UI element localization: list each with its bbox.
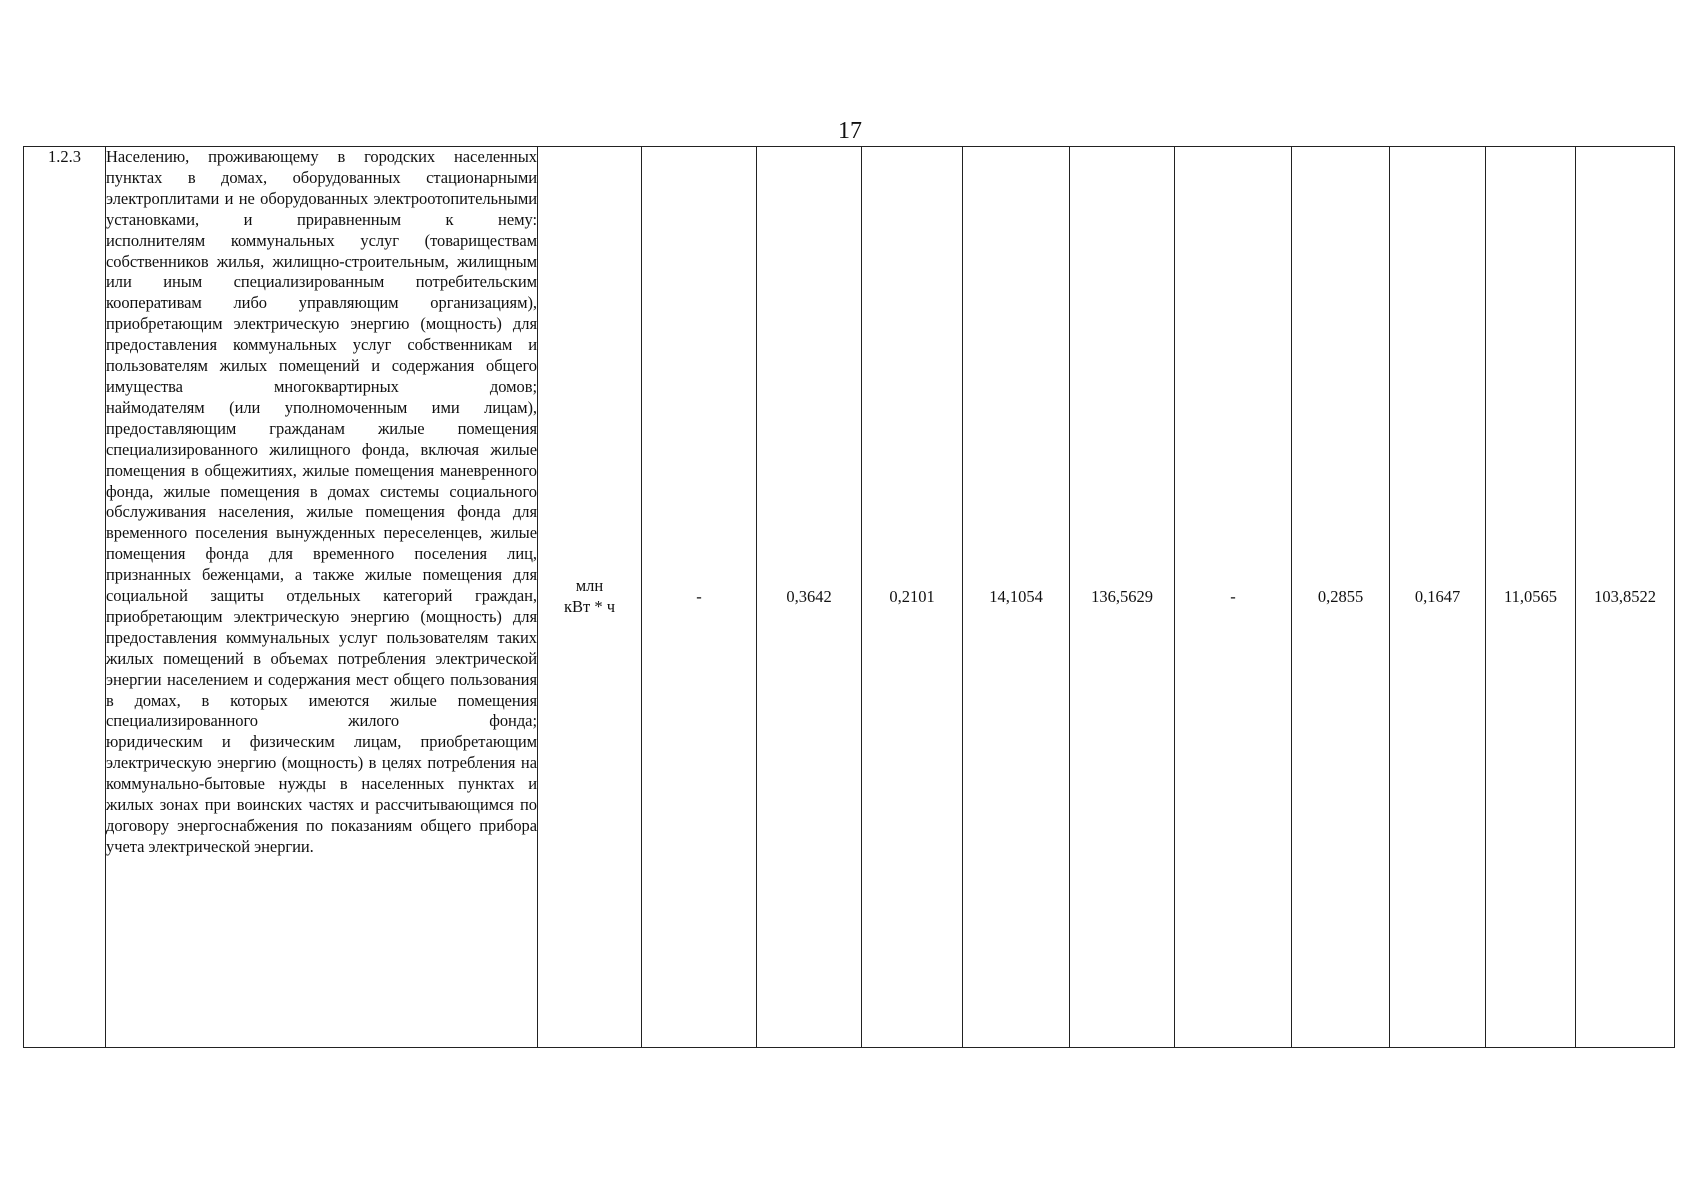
description-paragraph: наймодателям (или уполномоченным ими лицам), предоставляющим гражданам жилые помещения специализированного жилищного фонда, включая жилые помещения в общежитиях, жилые помещения маневренного фонда, жилые помещения в домах системы социального обслуживания населения, жилые помещения фонда для временного поселения вынужденных переселенцев, жилые помещения фонда для временного поселения лиц, признанных беженцами, а также жилые помещения для социальной защиты отдельных категорий граждан, приобретающим электрическую энергию (мощность) для предоставления коммунальных услуг пользователям таких жилых помещений в объемах потребления электрической энергии населением и содержания мест общего пользования в домах, в которых имеются жилые помещения специализированного жилого фонда; <box>106 397 537 731</box>
unit-line: кВт * ч <box>563 597 616 616</box>
value-cell: 11,0565 <box>1486 147 1576 1048</box>
value-cell: 0,2101 <box>862 147 963 1048</box>
table-row <box>24 147 1675 1048</box>
value-cell: 0,1647 <box>1390 147 1486 1048</box>
value-cell: 136,5629 <box>1070 147 1175 1048</box>
page-number: 17 <box>838 118 862 144</box>
unit-line: млн <box>575 576 604 596</box>
value-cell: - <box>1175 147 1292 1048</box>
value-cell: - <box>642 147 757 1048</box>
description-paragraph: Населению, проживающему в городских населенных пунктах в домах, оборудованных стационарными электроплитами и не оборудованных электроотопительными установками, и приравненным к нему: <box>106 147 537 229</box>
description-paragraph: юридическим и физическим лицам, приобретающим электрическую энергию (мощность) в целях потребления на коммунально-бытовые нужды в населенных пунктах и жилых зонах при воинских частях и рассчитывающимся по договору энергоснабжения по показаниям общего прибора учета электрической энергии. <box>106 732 537 856</box>
value-cell: 0,2855 <box>1292 147 1390 1048</box>
value-cell: 103,8522 <box>1576 147 1675 1048</box>
tariff-table <box>23 146 1675 1048</box>
value-cell: 0,3642 <box>757 147 862 1048</box>
unit-cell <box>538 147 642 1048</box>
description-paragraph: исполнителям коммунальных услуг (товариществам собственников жилья, жилищно-строительным, жилищным или иным специализированным потребительским кооперативам либо управляющим организациям), приобретающим электрическую энергию (мощность) для предоставления коммунальных услуг собственникам и пользователям жилых помещений и содержания общего имущества многоквартирных домов; <box>106 230 537 396</box>
row-description-cell <box>106 147 538 1048</box>
row-number-cell: 1.2.3 <box>24 147 106 1048</box>
value-cell: 14,1054 <box>963 147 1070 1048</box>
